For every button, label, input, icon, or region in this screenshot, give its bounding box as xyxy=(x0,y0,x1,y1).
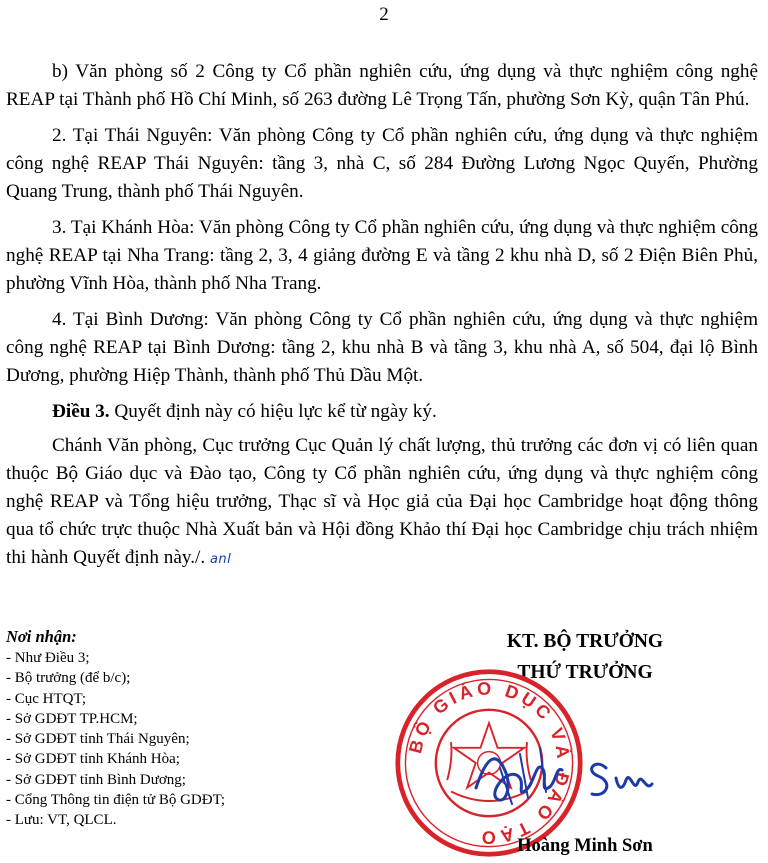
paragraph-binh-duong: 4. Tại Bình Dương: Văn phòng Công ty Cổ phần nghiên cứu, ứng dụng và thực nghiệm công nghệ REAP tại Bình Dương: tầng 2, khu nhà B và tầng 3, khu nhà A, số 504, đại lộ Bình Dương, phường Hiệp Thành, thành phố Thủ Dầu Một. xyxy=(6,309,758,386)
recipients-block xyxy=(6,626,326,831)
signature-title-line-1: KT. BỘ TRƯỞNG xyxy=(506,631,664,652)
initials-mark: anl xyxy=(209,552,232,567)
recipient-item: - Cổng Thông tin điện tử Bộ GDĐT; xyxy=(6,792,226,809)
page-number: 2 xyxy=(379,4,389,25)
seal-text: BỘ GIÁO DỤC VÀ ĐÀO TẠO xyxy=(405,678,574,848)
handwritten-signature-icon xyxy=(456,718,696,828)
recipients-title: Nơi nhận: xyxy=(6,627,77,646)
recipient-item: - Cục HTQT; xyxy=(6,690,86,707)
paragraph-hcm-office: b) Văn phòng số 2 Công ty Cổ phần nghiên cứu, ứng dụng và thực nghiệm công nghệ REAP tại Thành phố Hồ Chí Minh, số 263 đường Lê Trọng Tấn, phường Sơn Kỳ, quận Tân Phú. xyxy=(6,61,758,110)
recipients-list xyxy=(6,648,326,831)
recipient-item: - Sở GDĐT TP.HCM; xyxy=(6,710,138,727)
recipient-item: - Lưu: VT, QLCL. xyxy=(6,812,117,829)
recipient-item: - Sở GDĐT tỉnh Thái Nguyên; xyxy=(6,731,190,748)
recipient-item: - Sở GDĐT tỉnh Bình Dương; xyxy=(6,771,186,788)
signature-title-line-2: THỨ TRƯỞNG xyxy=(517,662,653,683)
closing-paragraph-text: Chánh Văn phòng, Cục trưởng Cục Quản lý chất lượng, thủ trưởng các đơn vị có liên quan thuộc Bộ Giáo dục và Đào tạo, Công ty Cổ phần nghiên cứu, ứng dụng và thực nghiệm công nghệ REAP và Tổng hiệu trưởng, Thạc sĩ và Học giả của Đại học Cambridge hoạt động thông qua tổ chức trực thuộc Nhà Xuất bản và Hội đồng Khảo thí Đại học Cambridge chịu trách nhiệm thi hành Quyết định này./. xyxy=(6,435,758,568)
article-3-label: Điều 3. xyxy=(52,401,110,422)
closing-paragraph xyxy=(6,432,758,574)
paragraph-khanh-hoa: 3. Tại Khánh Hòa: Văn phòng Công ty Cổ phần nghiên cứu, ứng dụng và thực nghiệm công nghệ REAP tại Nha Trang: tầng 2, 3, 4 giảng đường E và tầng 2 khu nhà D, số 2 Điện Biên Phủ, phường Vĩnh Hòa, thành phố Nha Trang. xyxy=(6,217,758,294)
signer-name: Hoàng Minh Sơn xyxy=(517,836,653,856)
article-3-text: Quyết định này có hiệu lực kể từ ngày ký. xyxy=(109,401,437,422)
recipient-item: - Sở GDĐT tỉnh Khánh Hòa; xyxy=(6,751,180,768)
paragraph-thai-nguyen: 2. Tại Thái Nguyên: Văn phòng Công ty Cổ phần nghiên cứu, ứng dụng và thực nghiệm công nghệ REAP Thái Nguyên: tầng 3, nhà C, số 284 Đường Lương Ngọc Quyến, Phường Quang Trung, thành phố Thái Nguyên. xyxy=(6,125,758,202)
article-3 xyxy=(6,398,758,426)
document-body xyxy=(6,58,758,582)
recipient-item: - Như Điều 3; xyxy=(6,650,90,666)
recipient-item: - Bộ trưởng (để b/c); xyxy=(6,670,131,687)
